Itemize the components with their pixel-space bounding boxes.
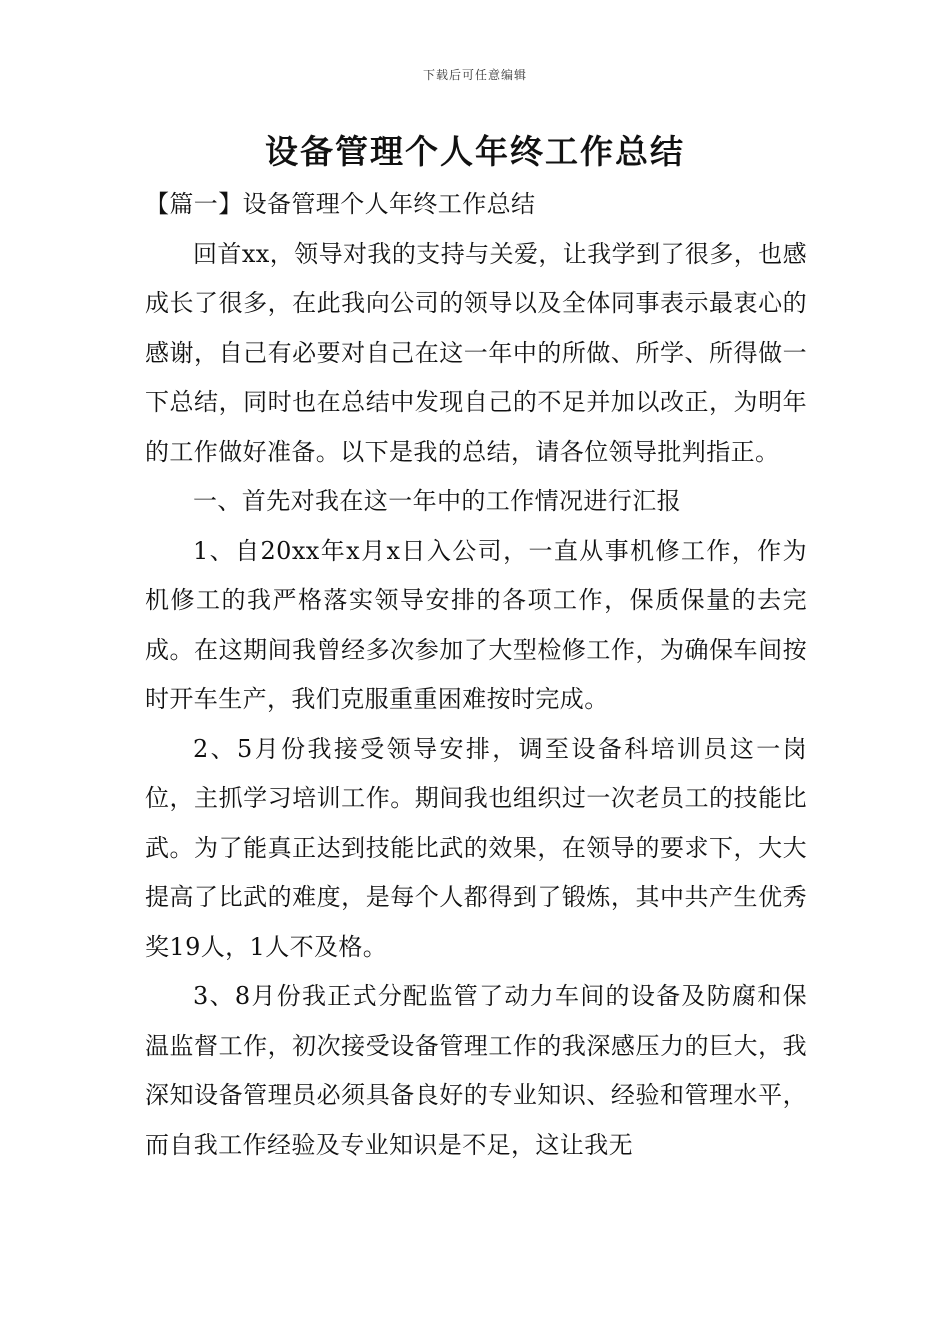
paragraph: 3、8月份我正式分配监管了动力车间的设备及防腐和保温监督工作，初次接受设备管理工作的我深感压力的巨大，我深知设备管理员必须具备良好的专业知识、经验和管理水平，而自我工作经验及专业知识是不足，这让我无 (145, 982, 807, 1159)
document-body (145, 180, 807, 1170)
paragraph: 回首xx，领导对我的支持与关爱，让我学到了很多，也感成长了很多，在此我向公司的领导以及全体同事表示最衷心的感谢，自己有必要对自己在这一年中的所做、所学、所得做一下总结，同时也在总结中发现自己的不足并加以改正，为明年的工作做好准备。以下是我的总结，请各位领导批判指正。 (145, 239, 807, 466)
section-heading: 【篇一】设备管理个人年终工作总结 (145, 190, 536, 218)
header-note: 下载后可任意编辑 (422, 68, 527, 82)
paragraph: 2、5月份我接受领导安排，调至设备科培训员这一岗位，主抓学习培训工作。期间我也组织过一次老员工的技能比武。为了能真正达到技能比武的效果，在领导的要求下，大大提高了比武的难度，是每个人都得到了锻炼，其中共产生优秀奖19人，1人不及格。 (145, 734, 807, 961)
document-title: 设备管理个人年终工作总结 (265, 132, 685, 171)
paragraph: 一、首先对我在这一年中的工作情况进行汇报 (193, 487, 681, 515)
paragraph: 1、自20xx年x月x日入公司，一直从事机修工作，作为机修工的我严格落实领导安排的各项工作，保质保量的去完成。在这期间我曾经多次参加了大型检修工作，为确保车间按时开车生产，我们克服重重困难按时完成。 (145, 536, 807, 713)
